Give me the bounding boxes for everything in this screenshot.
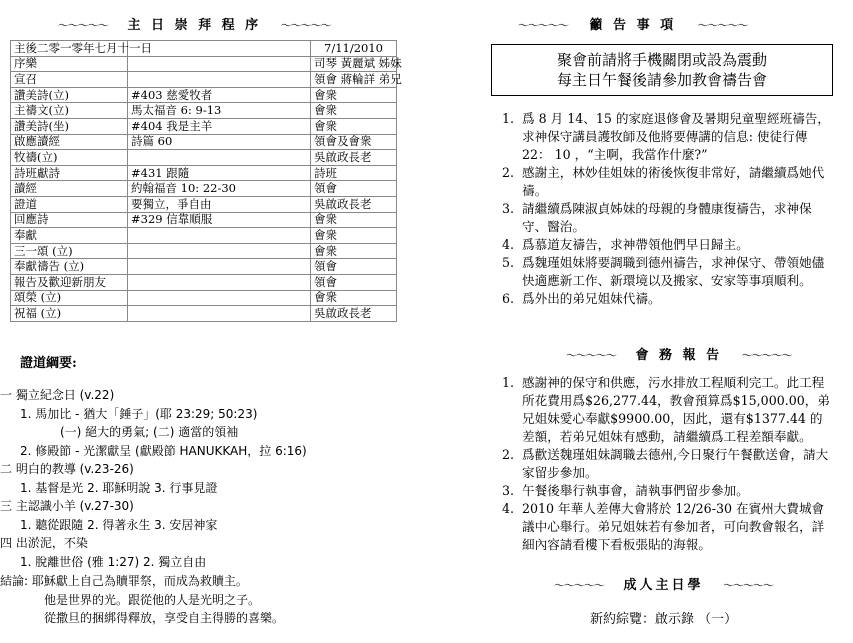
table-cell-person: 領會 蔣輪詳 弟兄 bbox=[311, 72, 397, 88]
header-decoration: ～～～～～ bbox=[741, 349, 792, 362]
table-cell-item: 詩班獻詩 bbox=[11, 165, 128, 181]
table-row bbox=[11, 196, 397, 212]
outline-line: 1. 聽從跟隨 2. 得著永生 3. 安居神家 bbox=[20, 517, 218, 532]
table-row bbox=[11, 56, 397, 72]
table-cell-person: 領會 bbox=[311, 274, 397, 290]
conclusion-line: 從撒旦的捆綁得釋放，享受自主得勝的喜樂。 bbox=[44, 611, 285, 625]
table-cell-item: 祝福 (立) bbox=[11, 306, 128, 322]
conclusion-line: 結論: 耶穌獻上自己為贖罪祭，而成為救贖主。 bbox=[0, 574, 248, 588]
table-cell-person: 會衆 bbox=[311, 212, 397, 228]
announcement-box-line: 每主日午餐後請參加教會禱告會 bbox=[556, 71, 767, 89]
church-affairs-header bbox=[566, 344, 792, 363]
table-row bbox=[11, 274, 397, 290]
sermon-outline bbox=[0, 386, 420, 571]
header-decoration: ～～～～～ bbox=[58, 19, 108, 32]
outline-line: 二 明白的教導 (v.23-26) bbox=[0, 462, 134, 476]
table-cell-content: 詩篇 60 bbox=[128, 134, 311, 150]
announcements-title: 籲 告 事 項 bbox=[589, 18, 677, 33]
table-cell-item: 主禱文(立) bbox=[11, 103, 128, 119]
list-item: 2. 爲歡送魏瑾姐妹調職去德州,今日聚行午餐歡送會，請大家留步參加。 bbox=[502, 447, 829, 480]
table-cell-person: 吳啟政長老 bbox=[311, 196, 397, 212]
table-row bbox=[11, 243, 397, 259]
table-cell-item: 讀經 bbox=[11, 181, 128, 197]
outline-line: 1. 馬加比 - 猶大「錘子」(耶 23:29; 50:23) bbox=[20, 406, 258, 421]
table-cell-item: 牧禱(立) bbox=[11, 150, 128, 166]
table-cell-content bbox=[128, 228, 311, 244]
table-cell-item: 宣召 bbox=[11, 72, 128, 88]
list-item: 4. 爲慕道友禱告，求神帶領他們早日歸主。 bbox=[502, 237, 749, 252]
list-item: 3. 午餐後舉行執事會，請執事們留步參加。 bbox=[502, 483, 749, 498]
sermon-conclusion bbox=[0, 572, 420, 628]
worship-program-header bbox=[58, 14, 331, 33]
outline-line: 四 出淤泥，不染 bbox=[0, 536, 88, 550]
list-item: 4. 2010 年華人差傳大會將於 12/26-30 在賓州大費城會議中心舉行。弟兄姐妹若有參加者，可向教會報名，詳細內容請看樓下看板張貼的海報。 bbox=[502, 501, 825, 552]
table-cell-content: 約翰福音 10: 22-30 bbox=[128, 181, 311, 197]
table-row bbox=[11, 212, 397, 228]
table-cell-person: 會衆 bbox=[311, 228, 397, 244]
table-cell-content bbox=[128, 290, 311, 306]
announcements-header bbox=[518, 14, 748, 33]
outline-line: (一) 絕大的勇氣; (二) 適當的領袖 bbox=[60, 425, 239, 439]
table-cell-item: 序樂 bbox=[11, 56, 128, 72]
adult-school-header bbox=[554, 574, 773, 593]
table-cell-content bbox=[128, 150, 311, 166]
table-cell-content: 馬太福音 6: 9-13 bbox=[128, 103, 311, 119]
outline-line: 三 主認識小羊 (v.27-30) bbox=[0, 499, 134, 513]
table-cell-item: 奉獻 bbox=[11, 228, 128, 244]
table-cell-person: 領會及會衆 bbox=[311, 134, 397, 150]
table-cell-person: 7/11/2010 bbox=[311, 41, 397, 57]
table-row bbox=[11, 259, 397, 275]
table-cell-item: 啟應讀經 bbox=[11, 134, 128, 150]
table-cell-item: 主後二零一零年七月十一日 bbox=[11, 41, 128, 57]
table-cell-person: 會衆 bbox=[311, 243, 397, 259]
list-item: 2. 感謝主，林妙佳姐妹的術後恢復非常好，請繼續爲她代禱。 bbox=[502, 165, 825, 198]
table-row bbox=[11, 134, 397, 150]
header-decoration: ～～～～～ bbox=[566, 349, 616, 362]
table-row bbox=[11, 103, 397, 119]
announcement-box-line: 聚會前請將手機關閉或設為震動 bbox=[556, 51, 767, 69]
table-row bbox=[11, 150, 397, 166]
table-cell-item: 奉獻禱告 (立) bbox=[11, 259, 128, 275]
header-decoration: ～～～～～ bbox=[554, 579, 604, 592]
list-item: 3. 請繼續爲陳淑貞姊妹的母親的身體康復禱告，求神保守、醫治。 bbox=[502, 201, 812, 234]
table-cell-person: 司琴 黃麗斌 姊妹 bbox=[311, 56, 397, 72]
table-row bbox=[11, 118, 397, 134]
table-cell-item: 回應詩 bbox=[11, 212, 128, 228]
adult-school-title: 成人主日學 bbox=[623, 578, 704, 593]
table-cell-item: 讚美詩(坐) bbox=[11, 118, 128, 134]
table-row bbox=[11, 228, 397, 244]
table-cell-content: #404 我是主羊 bbox=[128, 118, 311, 134]
list-item: 1. 感謝神的保守和供應，污水排放工程順利完工。此工程所花費用爲$26,277.44，教會預算爲$15,000.00，弟兄姐妹愛心奉獻$9900.00，因此，還有$1377.44 的差額，若弟兄姐妹有感動，請繼續爲工程差額奉獻。 bbox=[502, 375, 830, 444]
table-cell-content bbox=[128, 259, 311, 275]
table-cell-content bbox=[128, 41, 311, 57]
table-cell-person: 詩班 bbox=[311, 165, 397, 181]
list-item: 1. 爲 8 月 14、15 的家庭退修會及暑期兒童聖經班禱告，求神保守講員護牧師及他將要傳講的信息: 使徒行傳 22： 10 ，“主啊，我當作什麼?” bbox=[502, 111, 830, 162]
table-cell-content: 要獨立，爭自由 bbox=[128, 196, 311, 212]
table-cell-person: 吳啟政長老 bbox=[311, 150, 397, 166]
sermon-outline-title: 證道綱要: bbox=[20, 356, 77, 371]
list-item: 6. 爲外出的弟兄姐妹代禱。 bbox=[502, 291, 661, 306]
outline-line: 1. 基督是光 2. 耶穌明說 3. 行事見證 bbox=[20, 480, 218, 495]
table-row bbox=[11, 306, 397, 322]
table-cell-person: 領會 bbox=[311, 181, 397, 197]
table-row bbox=[11, 181, 397, 197]
adult-school-subtitle: 新約綜覽：啟示錄 （一） bbox=[590, 612, 738, 627]
header-decoration: ～～～～～ bbox=[280, 19, 331, 32]
table-cell-content: #329 信靠順服 bbox=[128, 212, 311, 228]
table-cell-content bbox=[128, 274, 311, 290]
table-cell-content: #403 慈愛牧者 bbox=[128, 87, 311, 103]
table-cell-item: 證道 bbox=[11, 196, 128, 212]
table-cell-person: 會衆 bbox=[311, 103, 397, 119]
table-row bbox=[11, 165, 397, 181]
table-cell-item: 報告及歡迎新朋友 bbox=[11, 274, 128, 290]
table-row bbox=[11, 290, 397, 306]
outline-line: 2. 修殿節 - 光潔獻呈 (獻殿節 HANUKKAH，拉 6:16) bbox=[20, 443, 307, 458]
worship-program-title: 主 日 崇 拜 程 序 bbox=[127, 18, 262, 33]
table-cell-person: 吳啟政長老 bbox=[311, 306, 397, 322]
list-item: 5. 爲魏瑾姐妹將要調職到德州禱告，求神保守、帶領她儘快適應新工作、新環境以及搬家、安家等事項順利。 bbox=[502, 255, 825, 288]
announcement-list bbox=[502, 110, 832, 308]
announcement-box bbox=[491, 44, 833, 96]
worship-program-table bbox=[10, 40, 402, 322]
table-cell-item: 讚美詩(立) bbox=[11, 87, 128, 103]
table-cell-person: 領會 bbox=[311, 259, 397, 275]
table-cell-item: 頌榮 (立) bbox=[11, 290, 128, 306]
table-cell-content: #431 跟隨 bbox=[128, 165, 311, 181]
table-cell-item: 三一頌 (立) bbox=[11, 243, 128, 259]
header-decoration: ～～～～～ bbox=[697, 19, 748, 32]
outline-line: 一 獨立紀念日 (v.22) bbox=[0, 388, 115, 402]
conclusion-line: 他是世界的光。跟從他的人是光明之子。 bbox=[44, 592, 261, 607]
church-affairs-title: 會 務 報 告 bbox=[635, 348, 723, 363]
table-cell-content bbox=[128, 306, 311, 322]
header-decoration: ～～～～～ bbox=[518, 19, 568, 32]
table-cell-person: 會衆 bbox=[311, 87, 397, 103]
table-row bbox=[11, 87, 397, 103]
table-row bbox=[11, 41, 397, 57]
table-cell-person: 會衆 bbox=[311, 118, 397, 134]
table-cell-content bbox=[128, 243, 311, 259]
table-cell-person: 會衆 bbox=[311, 290, 397, 306]
church-affairs-list bbox=[502, 374, 834, 554]
table-row bbox=[11, 72, 397, 88]
table-cell-content bbox=[128, 56, 311, 72]
header-decoration: ～～～～～ bbox=[723, 579, 774, 592]
table-cell-content bbox=[128, 72, 311, 88]
outline-line: 1. 脫離世俗 (雅 1:27) 2. 獨立自由 bbox=[20, 554, 207, 569]
